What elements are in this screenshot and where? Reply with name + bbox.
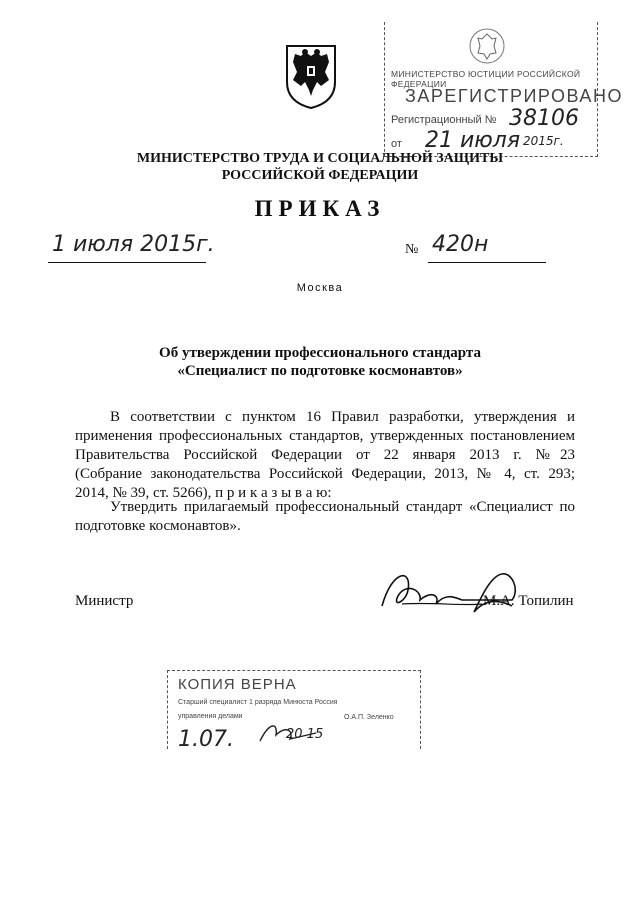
para1-line: Правительства Российской Федерации от 22 января 2013 г. №23	[75, 447, 575, 463]
ministry-line-1: МИНИСТЕРСТВО ТРУДА И СОЦИАЛЬНОЙ ЗАЩИТЫ	[136, 151, 504, 166]
number-sign: №	[405, 242, 419, 257]
ministry-line-2: РОССИЙСКОЙ ФЕДЕРАЦИИ	[221, 168, 419, 183]
seal-emblem-icon	[467, 26, 507, 66]
copy-stamp-title: КОПИЯ ВЕРНА	[178, 676, 297, 693]
stamp-reg-date: 21 июля	[425, 128, 521, 153]
signer-name: М.А. Топилин	[483, 593, 574, 609]
paragraph-order	[75, 498, 575, 536]
order-number: 420н	[432, 232, 489, 257]
paragraph-basis	[75, 408, 575, 503]
stamp-registered-label: ЗАРЕГИСТРИРОВАНО	[405, 86, 623, 106]
document-title	[0, 344, 640, 380]
para2-line: Утвердить прилагаемый профессиональный стандарт «Специалист по	[110, 499, 575, 515]
stamp-ministry-line: МИНИСТЕРСТВО ЮСТИЦИИ РОССИЙСКОЙ ФЕДЕРАЦИИ	[391, 69, 581, 89]
para1-line: 2014, № 39, ст. 5266), п р и к а з ы в а ю:	[75, 485, 332, 501]
copy-stamp-date: 1.07.	[178, 727, 234, 752]
title-line-1: Об утверждении профессионального стандарта	[159, 345, 481, 361]
stamp-reg-year: 2015г.	[523, 134, 564, 148]
stamp-reg-label: Регистрационный №	[391, 114, 497, 126]
signer-position: Министр	[75, 593, 134, 609]
copy-stamp-line-3: О.А.П. Зеленко	[344, 714, 394, 721]
para1-line: применения профессиональных стандартов, утвержденных постановлением	[75, 428, 575, 444]
para2-line: подготовке космонавтов».	[75, 518, 241, 534]
document-type: ПРИКАЗ	[254, 196, 386, 221]
stamp-date-prefix: от	[391, 138, 402, 150]
copy-stamp-year: 20 15	[286, 727, 324, 742]
ministry-heading	[0, 150, 640, 184]
stamp-reg-number: 38106	[509, 106, 579, 131]
copy-stamp-line-1: Старший специалист 1 разряда Минюста Россия	[178, 699, 338, 706]
para1-line: В соответствии с пунктом 16 Правил разработки, утверждения и	[110, 409, 575, 425]
copy-stamp-line-2: управления делами	[178, 713, 243, 720]
order-date: 1 июля 2015г.	[52, 232, 215, 257]
para1-line: (Собрание законодательства Российской Федерации, 2013, № 4, ст. 293;	[75, 466, 575, 482]
registration-stamp	[384, 22, 623, 157]
city: Москва	[296, 282, 344, 294]
copy-certified-stamp	[167, 670, 421, 752]
title-line-2: «Специалист по подготовке космонавтов»	[177, 363, 463, 379]
coat-of-arms-emblem	[283, 42, 339, 110]
